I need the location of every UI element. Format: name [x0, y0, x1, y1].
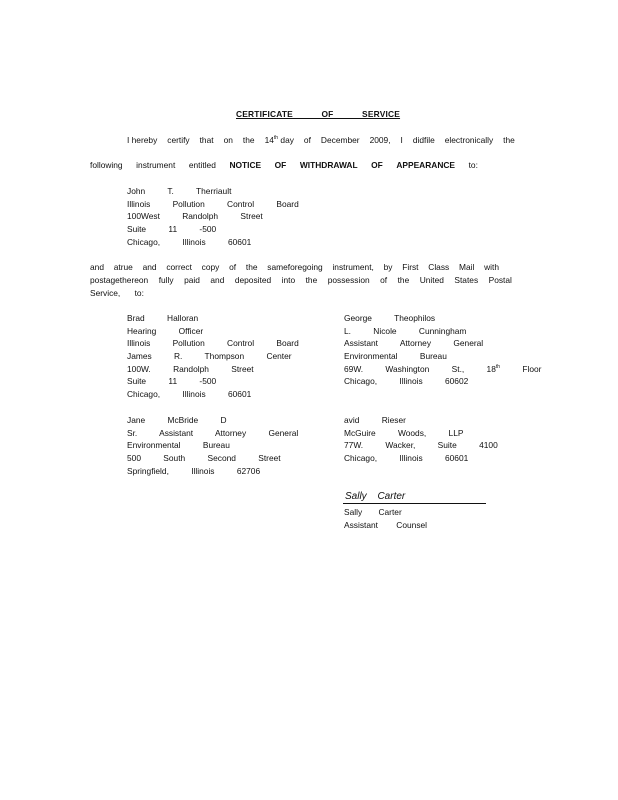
address-text: Environmental Bureau: [344, 351, 447, 362]
word: copy: [201, 262, 220, 272]
address-text: George Theophilos: [344, 313, 436, 323]
word: First: [402, 262, 419, 272]
address-line: Brad Halloran: [127, 313, 199, 323]
word: and: [142, 262, 157, 272]
date-day: [265, 136, 294, 144]
address-line: 100W. Randolph Street: [127, 363, 254, 374]
word: I hereby: [127, 135, 158, 145]
word: to:: [468, 160, 478, 170]
address-line: 77W. Wacker, Suite 4100: [344, 440, 498, 451]
address-line: Sr. Assistant Attorney General: [127, 427, 299, 438]
word: OF: [371, 160, 383, 170]
word: the: [245, 262, 258, 272]
word: entitled: [188, 160, 216, 170]
recipient-halloran: [127, 314, 299, 403]
signature-line: [343, 503, 486, 504]
address-line: Suite 11 -500: [127, 376, 217, 387]
para2-line3: Service, to:: [90, 288, 144, 298]
address-text: 69W. Washington St., 18: [344, 363, 496, 374]
signature: Sally Carter: [345, 491, 406, 502]
address-line: Environmental Bureau: [127, 440, 230, 451]
address-line: 500 South Second Street: [127, 453, 281, 464]
word: NOTICE: [229, 160, 262, 170]
word: Postal: [488, 275, 512, 285]
word: the: [242, 135, 255, 145]
address-text: Chicago, Illinois 60602: [344, 376, 469, 387]
document-title: CERTIFICATE OF SERVICE: [236, 109, 401, 119]
para1-line1: [127, 136, 515, 144]
word: I: [400, 135, 403, 145]
word: and: [210, 275, 225, 285]
word: with: [484, 262, 499, 272]
word: postagethereon: [90, 275, 149, 285]
word: possession: [327, 275, 370, 285]
address-line: Chicago, Illinois 60601: [344, 453, 469, 464]
address-line: McGuire Woods, LLP: [344, 427, 464, 438]
word: deposited: [234, 275, 272, 285]
address-line: Jane McBride D: [127, 415, 227, 425]
address-line: Springfield, Illinois 62706: [127, 465, 261, 476]
word: WITHDRAWAL: [299, 160, 358, 170]
word: the: [305, 275, 318, 285]
address-line: James R. Thompson Center: [127, 351, 292, 362]
word: Mail: [458, 262, 475, 272]
word: of: [229, 262, 237, 272]
ordinal-suffix: th: [273, 135, 279, 141]
board-address: [127, 187, 299, 250]
word: electronically: [444, 135, 494, 145]
address-text: Assistant Attorney General: [344, 338, 484, 349]
word: of: [380, 275, 388, 285]
word: correct: [166, 262, 192, 272]
para1-line2: [90, 161, 478, 169]
word: fully: [158, 275, 174, 285]
address-line: Suite 11 -500: [127, 224, 217, 235]
word: instrument,: [332, 262, 374, 272]
word: didfile: [412, 135, 435, 145]
signer-role: Assistant Counsel: [344, 520, 428, 530]
word: of: [303, 135, 311, 145]
address-text: L. Nicole Cunningham: [344, 325, 467, 336]
word: into: [281, 275, 296, 285]
floor-word: Floor: [500, 363, 542, 374]
word: APPEARANCE: [396, 160, 456, 170]
word: December: [320, 135, 360, 145]
word: 2009,: [369, 135, 391, 145]
word: OF: [274, 160, 287, 170]
floor-ordinal-suffix: th: [495, 363, 501, 370]
word: the: [503, 135, 515, 145]
word: atrue: [113, 262, 133, 272]
address-line: [344, 377, 541, 390]
word: States: [454, 275, 479, 285]
word: Class: [428, 262, 450, 272]
address-line: avid Rieser: [344, 415, 406, 425]
word: United: [419, 275, 444, 285]
word: certify: [167, 135, 190, 145]
day-number: 14: [264, 135, 274, 145]
recipient-rieser: [344, 416, 498, 467]
address-line: John T. Therriault: [127, 186, 232, 196]
recipient-ag: [344, 314, 541, 390]
address-line: Illinois Pollution Control Board: [127, 338, 299, 349]
word: that: [199, 135, 214, 145]
address-line: Chicago, Illinois 60601: [127, 389, 252, 400]
address-line: Illinois Pollution Control Board: [127, 198, 299, 209]
word: and: [90, 262, 104, 272]
address-line: Chicago, Illinois 60601: [127, 236, 252, 247]
word: the: [397, 275, 410, 285]
address-line: 100West Randolph Street: [127, 211, 263, 222]
para2-line2: [90, 276, 512, 284]
word: sameforegoing: [267, 262, 323, 272]
address-line: Hearing Officer: [127, 325, 204, 336]
word: following: [90, 160, 123, 170]
word: on: [223, 135, 233, 145]
word: paid: [184, 275, 200, 285]
day-word: day: [278, 135, 294, 145]
word: instrument: [136, 160, 176, 170]
recipient-mcbride: [127, 416, 298, 479]
para2-line1: [90, 263, 499, 271]
signer-name: Sally Carter: [344, 507, 402, 517]
word: by: [383, 262, 393, 272]
